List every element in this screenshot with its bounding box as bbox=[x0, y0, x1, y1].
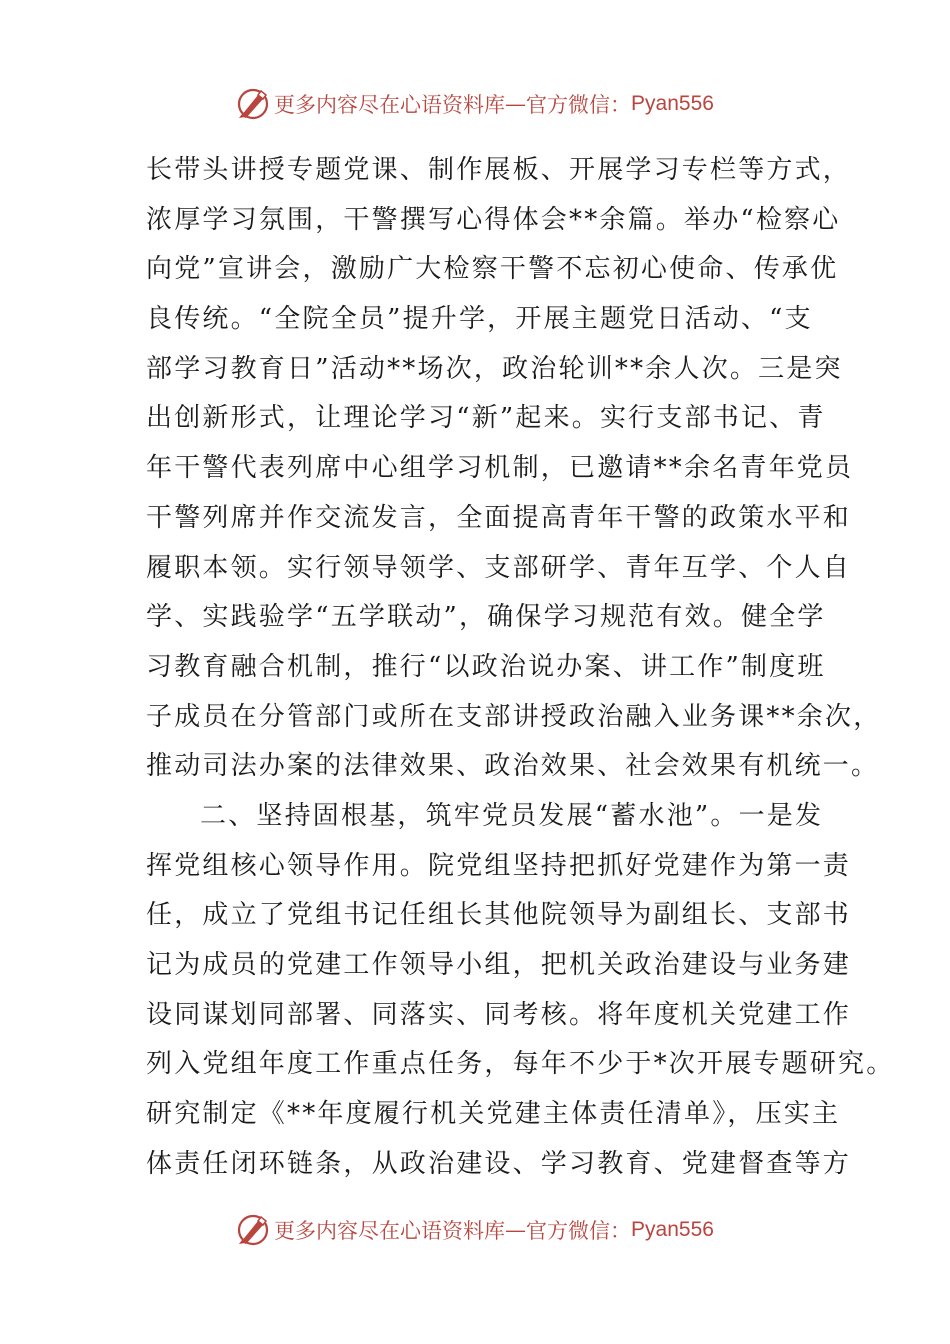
banner-official-label: 官方微信： bbox=[526, 1219, 632, 1243]
body-line: 子成员在分管部门或所在支部讲授政治融入业务课**余次， bbox=[146, 701, 882, 732]
body-line: 挥党组核心领导作用。院党组坚持把抓好党建作为第一责 bbox=[146, 850, 852, 881]
pen-logo-icon bbox=[236, 1213, 270, 1247]
body-line: 学、实践验学“五学联动”，确保学习规范有效。健全学 bbox=[146, 602, 826, 633]
banner-brand-text: 更多内容尽在心语资料库 bbox=[274, 93, 506, 117]
banner-separator: — bbox=[505, 92, 527, 116]
body-line: 习教育融合机制，推行“以政治说办案、讲工作”制度班 bbox=[146, 651, 826, 682]
body-line: 良传统。“全院全员”提升学，开展主题党日活动、“支 bbox=[146, 304, 813, 335]
body-line: 设同谋划同部署、同落实、同考核。将年度机关党建工作 bbox=[146, 999, 852, 1030]
body-line: 年干警代表列席中心组学习机制，已邀请**余名青年党员 bbox=[146, 453, 854, 484]
header-banner bbox=[0, 84, 950, 124]
pen-logo-icon bbox=[236, 87, 270, 121]
body-line: 研究制定《**年度履行机关党建主体责任清单》，压实主 bbox=[146, 1099, 841, 1130]
body-line: 长带头讲授专题党课、制作展板、开展学习专栏等方式， bbox=[146, 155, 852, 185]
banner-brand-text: 更多内容尽在心语资料库 bbox=[274, 1219, 506, 1243]
body-line: 部学习教育日”活动**场次，政治轮训**余人次。三是突 bbox=[146, 353, 843, 384]
section-heading-line: 二、坚持固根基，筑牢党员发展“蓄水池”。一是发 bbox=[200, 800, 824, 831]
body-line: 向党”宣讲会，激励广大检察干警不忘初心使命、传承优 bbox=[146, 254, 839, 285]
body-line: 任，成立了党组书记任组长其他院领导为副组长、支部书 bbox=[146, 900, 852, 931]
body-line: 列入党组年度工作重点任务，每年不少于*次开展专题研究。 bbox=[146, 1049, 895, 1080]
banner-wechat-id: Pyan556 bbox=[631, 92, 714, 115]
banner-wechat-id: Pyan556 bbox=[631, 1218, 714, 1241]
document-body bbox=[146, 146, 895, 1189]
body-line: 记为成员的党建工作领导小组，把机关政治建设与业务建 bbox=[146, 950, 852, 980]
body-line: 体责任闭环链条，从政治建设、学习教育、党建督查等方 bbox=[146, 1148, 852, 1179]
body-line: 干警列席并作交流发言，全面提高青年干警的政策水平和 bbox=[146, 502, 852, 533]
body-line: 浓厚学习氛围，干警撰写心得体会**余篇。举办“检察心 bbox=[146, 204, 841, 235]
banner-separator: — bbox=[505, 1218, 527, 1242]
banner-official-label: 官方微信： bbox=[526, 93, 632, 117]
body-line: 履职本领。实行领导领学、支部研学、青年互学、个人自 bbox=[146, 552, 852, 583]
footer-banner bbox=[0, 1210, 950, 1250]
body-line: 出创新形式，让理论学习“新”起来。实行支部书记、青 bbox=[146, 403, 826, 434]
body-line: 推动司法办案的法律效果、政治效果、社会效果有机统一。 bbox=[146, 751, 880, 782]
